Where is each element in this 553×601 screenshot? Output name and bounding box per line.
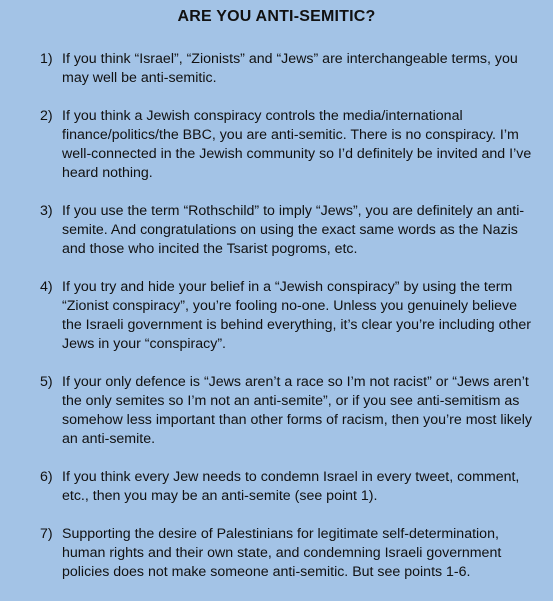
list-item-text: If you try and hide your belief in a “Jewish conspiracy” by using the term “Zionist conspiracy”, you’re fooling no-one. Unless you genuinely believe the Israeli government is behind everything, it’s clear you’re including other Jews in your “conspiracy”. [62, 279, 531, 352]
list-item-number: 5) [40, 374, 53, 390]
numbered-list [40, 50, 535, 601]
list-item-number: 1) [40, 51, 53, 67]
list-item-number: 3) [40, 203, 53, 219]
list-item [40, 202, 535, 259]
list-item [40, 525, 535, 582]
list-item [40, 50, 535, 88]
list-item-text: If you think a Jewish conspiracy controls the media/international finance/politics/the BBC, you are anti-semitic. There is no conspiracy. I’m well-connected in the Jewish community so I’d definitely be invited and I’ve heard nothing. [62, 108, 532, 181]
list-item-text: If you think “Israel”, “Zionists” and “Jews” are interchangeable terms, you may well be anti-semitic. [62, 51, 518, 86]
list-item-number: 4) [40, 279, 53, 295]
list-item-text: If you think every Jew needs to condemn Israel in every tweet, comment, etc., then you may be an anti-semite (see point 1). [62, 469, 520, 504]
list-item-text: If your only defence is “Jews aren’t a race so I’m not racist” or “Jews aren’t the only semites so I’m not an anti-semite”, or if you see anti-semitism as somehow less important than other forms of racism, then you’re most likely an anti-semite. [62, 374, 532, 447]
list-item-number: 2) [40, 108, 53, 124]
list-item-number: 7) [40, 526, 53, 542]
list-item-text: Supporting the desire of Palestinians for legitimate self-determination, human rights and their own state, and condemning Israeli government policies does not make someone anti-semitic. But see points 1-6. [62, 526, 502, 580]
list-item [40, 107, 535, 183]
list-item [40, 373, 535, 449]
list-item [40, 278, 535, 354]
document-title: ARE YOU ANTI-SEMITIC? [177, 8, 376, 25]
list-item-number: 6) [40, 469, 53, 485]
list-item-text: If you use the term “Rothschild” to imply “Jews”, you are definitely an anti-semite. And congratulations on using the exact same words as the Nazis and those who incited the Tsarist pogroms, etc. [62, 203, 525, 257]
list-item [40, 468, 535, 506]
